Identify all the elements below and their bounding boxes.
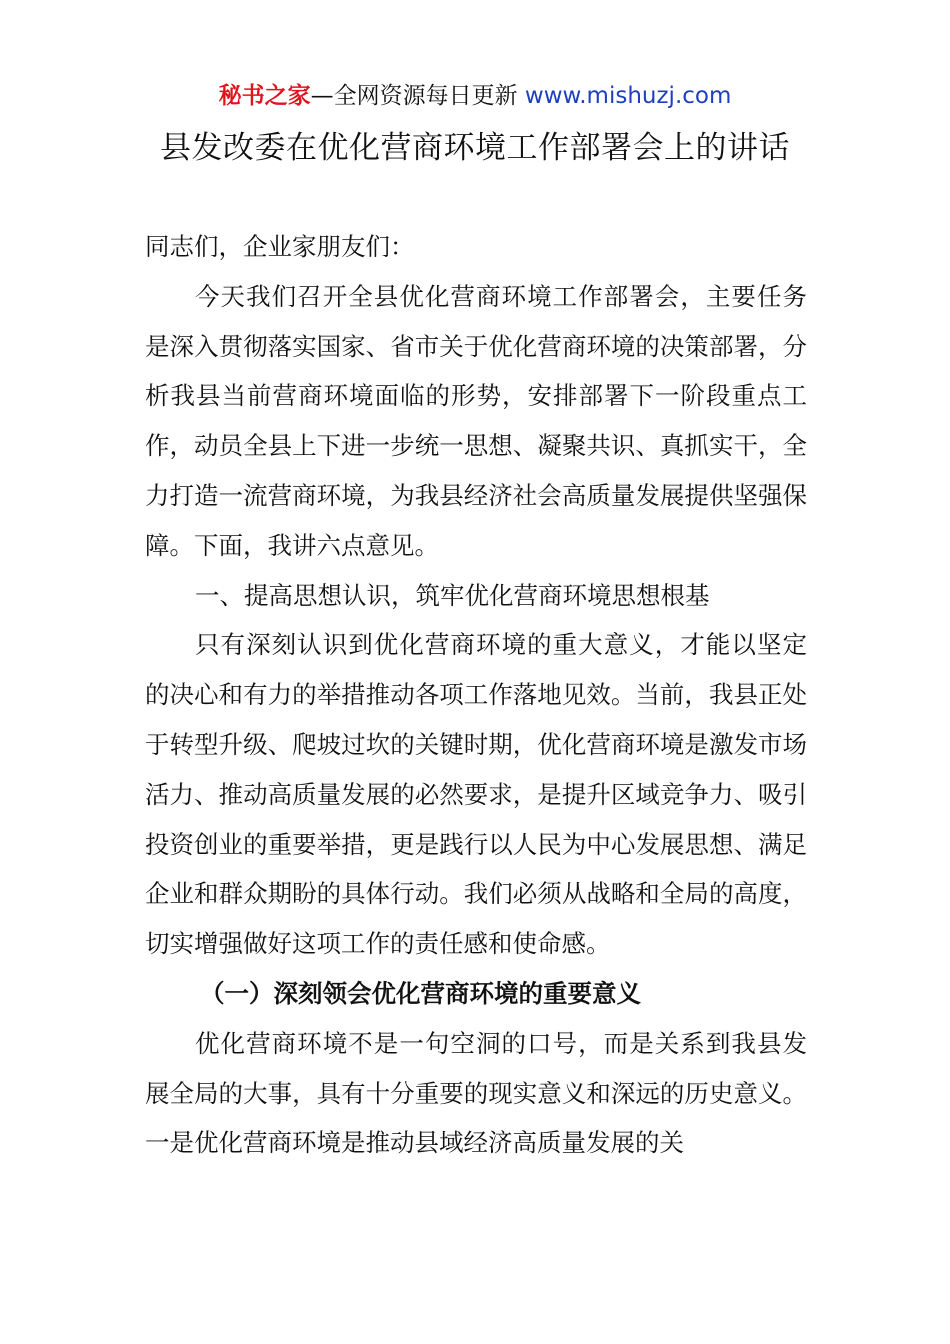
salutation: 同志们，企业家朋友们： bbox=[145, 232, 415, 261]
subsection-heading-1: （一）深刻领会优化营商环境的重要意义 bbox=[200, 978, 641, 1008]
brand-name: 秘书之家 bbox=[218, 83, 311, 109]
header-slogan: —全网资源每日更新 bbox=[310, 83, 518, 109]
site-header bbox=[0, 80, 950, 112]
site-url-link[interactable]: www.mishuzj.com bbox=[524, 83, 732, 109]
paragraph-section-1: 只有深刻认识到优化营商环境的重大意义，才能以坚定的决心和有力的举措推动各项工作落地见效。当前，我县正处于转型升级、爬坡过坎的关键时期，优化营商环境是激发市场活力、推动高质量发展的必然要求，是提升区域竞争力、吸引投资创业的重要举措，更是践行以人民为中心发展思想、满足企业和群众期盼的具体行动。我们必须从战略和全局的高度，切实增强做好这项工作的责任感和使命感。 bbox=[145, 630, 807, 959]
document-body bbox=[145, 222, 807, 1168]
paragraph-intro: 今天我们召开全县优化营商环境工作部署会，主要任务是深入贯彻落实国家、省市关于优化营商环境的决策部署，分析我县当前营商环境面临的形势，安排部署下一阶段重点工作，动员全县上下进一步统一思想、凝聚共识、真抓实干，全力打造一流营商环境，为我县经济社会高质量发展提供坚强保障。下面，我讲六点意见。 bbox=[145, 281, 807, 560]
section-heading-1: 一、提高思想认识，筑牢优化营商环境思想根基 bbox=[195, 580, 710, 610]
paragraph-subsection-1: 优化营商环境不是一句空洞的口号，而是关系到我县发展全局的大事，具有十分重要的现实意义和深远的历史意义。一是优化营商环境是推动县域经济高质量发展的关 bbox=[145, 1028, 807, 1158]
document-title: 县发改委在优化营商环境工作部署会上的讲话 bbox=[160, 130, 790, 166]
